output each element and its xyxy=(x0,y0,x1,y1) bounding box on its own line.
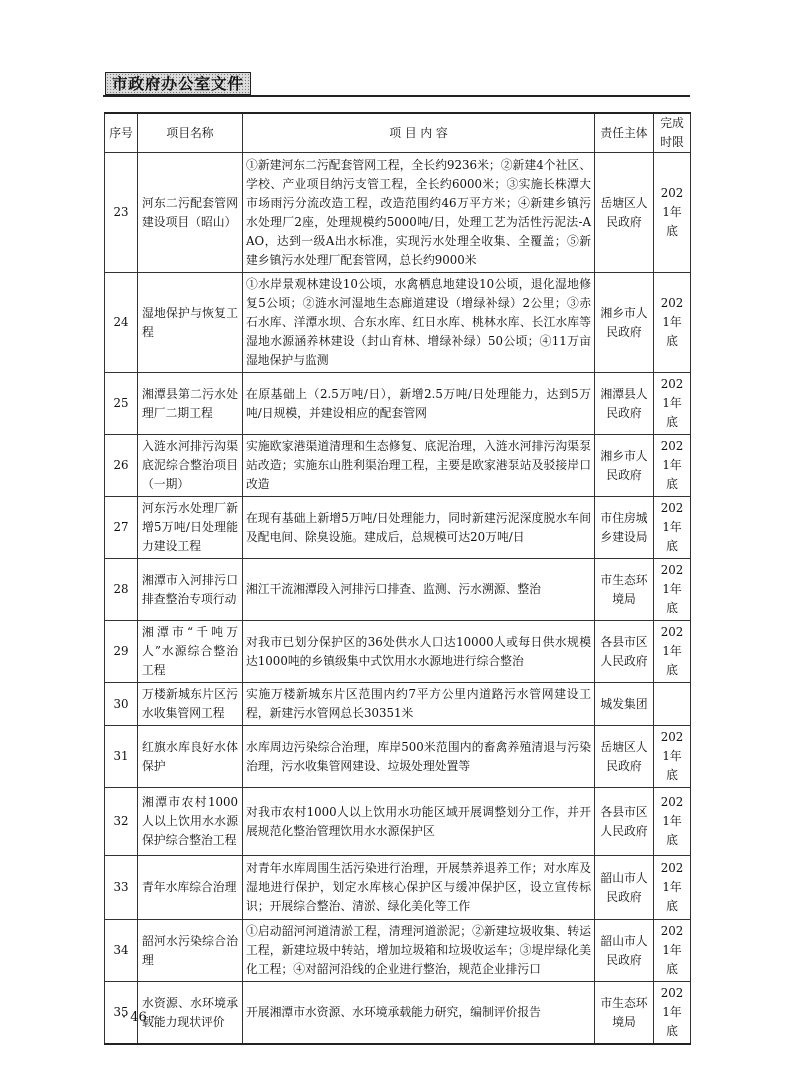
row-number: 32 xyxy=(105,788,138,856)
table-row xyxy=(105,273,691,373)
deadline: 2021年底 xyxy=(654,153,691,273)
column-header-owner: 责任主体 xyxy=(595,113,654,153)
header-rule xyxy=(103,95,690,97)
responsible-party: 韶山市人民政府 xyxy=(595,920,654,982)
deadline: 2021年底 xyxy=(654,982,691,1045)
deadline: 2021年底 xyxy=(654,273,691,373)
project-content: ①水岸景观林建设10公顷，水禽栖息地建设10公顷，退化湿地修复5公顷；②涟水河湿地生态廊道建设（增绿补绿）2公里；③赤石水库、洋潭水坝、合东水库、红日水库、桃林水库、长江水库等湿地水源涵养林建设（封山育林、增绿补绿）50公顷；④11万亩湿地保护与监测 xyxy=(243,273,595,373)
project-name: 河东污水处理厂新增5万吨/日处理能力建设工程 xyxy=(138,497,243,559)
row-number: 25 xyxy=(105,373,138,435)
table-header-row xyxy=(105,113,691,153)
table-row xyxy=(105,373,691,435)
row-number: 29 xyxy=(105,621,138,683)
responsible-party: 湘乡市人民政府 xyxy=(595,435,654,497)
row-number: 30 xyxy=(105,683,138,726)
row-number: 31 xyxy=(105,726,138,788)
responsible-party: 市生态环境局 xyxy=(595,559,654,621)
deadline: 2021年底 xyxy=(654,856,691,920)
deadline xyxy=(654,683,691,726)
deadline: 2021年底 xyxy=(654,621,691,683)
column-header-content: 项 目 内 容 xyxy=(243,113,595,153)
project-name: 入涟水河排污沟渠底泥综合整治项目（一期） xyxy=(138,435,243,497)
responsible-party: 市住房城乡建设局 xyxy=(595,497,654,559)
project-name: 湘潭市入河排污口排查整治专项行动 xyxy=(138,559,243,621)
table-row xyxy=(105,788,691,856)
table-row xyxy=(105,856,691,920)
project-content: 水库周边污染综合治理，库岸500米范围内的畜禽养殖清退与污染治理，污水收集管网建设、垃圾处理处置等 xyxy=(243,726,595,788)
table-row xyxy=(105,559,691,621)
project-name: 湿地保护与恢复工程 xyxy=(138,273,243,373)
project-content: 开展湘潭市水资源、水环境承载能力研究，编制评价报告 xyxy=(243,982,595,1045)
table-row xyxy=(105,683,691,726)
table-row xyxy=(105,153,691,273)
responsible-party: 各县市区人民政府 xyxy=(595,788,654,856)
document-header xyxy=(103,72,690,98)
table-row xyxy=(105,726,691,788)
project-name: 湘潭市“千吨万人”水源综合整治工程 xyxy=(138,621,243,683)
project-table xyxy=(104,112,691,1045)
column-header-name: 项目名称 xyxy=(138,113,243,153)
project-content: ①新建河东二污配套管网工程，全长约9236米；②新建4个社区、学校、产业项目纳污支管工程，全长约6000米；③实施长株潭大市场雨污分流改造工程，改造范围约46万平方米；④新建乡镇污水处理厂2座，处理规模约5000吨/日，处理工艺为活性污泥法-AAO，达到一级A出水标准，实现污水处理全收集、全覆盖；⑤新建乡镇污水处理厂配套管网，总长约9000米 xyxy=(243,153,595,273)
project-name: 青年水库综合治理 xyxy=(138,856,243,920)
deadline: 2021年底 xyxy=(654,920,691,982)
deadline: 2021年底 xyxy=(654,559,691,621)
responsible-party: 岳塘区人民政府 xyxy=(595,153,654,273)
table-row xyxy=(105,621,691,683)
project-content: 对我市已划分保护区的36处供水人口达10000人或每日供水规模达1000吨的乡镇级集中式饮用水水源地进行综合整治 xyxy=(243,621,595,683)
responsible-party: 城发集团 xyxy=(595,683,654,726)
project-content: 湘江干流湘潭段入河排污口排查、监测、污水溯源、整治 xyxy=(243,559,595,621)
row-number: 24 xyxy=(105,273,138,373)
project-name: 红旗水库良好水体保护 xyxy=(138,726,243,788)
column-header-deadline: 完成时限 xyxy=(654,113,691,153)
table-row xyxy=(105,920,691,982)
table-row xyxy=(105,982,691,1045)
row-number: 27 xyxy=(105,497,138,559)
project-content: 在原基础上（2.5万吨/日），新增2.5万吨/日处理能力，达到5万吨/日规模，并建设相应的配套管网 xyxy=(243,373,595,435)
project-name: 湘潭县第二污水处理厂二期工程 xyxy=(138,373,243,435)
deadline: 2021年底 xyxy=(654,726,691,788)
row-number: 34 xyxy=(105,920,138,982)
header-title: 市政府办公室文件 xyxy=(105,72,251,95)
deadline: 2021年底 xyxy=(654,497,691,559)
row-number: 28 xyxy=(105,559,138,621)
project-content: ①启动韶河河道清淤工程，清理河道淤泥；②新建垃圾收集、转运工程，新建垃圾中转站，增加垃圾箱和垃圾收运车；③堤岸绿化美化工程；④对韶河沿线的企业进行整治，规范企业排污口 xyxy=(243,920,595,982)
project-name: 湘潭市农村1000人以上饮用水水源保护综合整治工程 xyxy=(138,788,243,856)
responsible-party: 市生态环境局 xyxy=(595,982,654,1045)
deadline: 2021年底 xyxy=(654,788,691,856)
table-row xyxy=(105,435,691,497)
project-name: 韶河水污染综合治理 xyxy=(138,920,243,982)
project-name: 水资源、水环境承载能力现状评价 xyxy=(138,982,243,1045)
table-row xyxy=(105,497,691,559)
responsible-party: 岳塘区人民政府 xyxy=(595,726,654,788)
page-number: · 46 · xyxy=(122,1010,156,1025)
project-content: 实施万楼新城东片区范围内约7平方公里内道路污水管网建设工程，新建污水管网总长30351米 xyxy=(243,683,595,726)
deadline: 2021年底 xyxy=(654,435,691,497)
project-content: 对青年水库周围生活污染进行治理，开展禁养退养工作；对水库及湿地进行保护，划定水库核心保护区与缓冲保护区，设立宣传标识；开展综合整治、清淤、绿化美化等工作 xyxy=(243,856,595,920)
project-content: 在现有基础上新增5万吨/日处理能力，同时新建污泥深度脱水车间及配电间、除臭设施。建成后，总规模可达20万吨/日 xyxy=(243,497,595,559)
deadline: 2021年底 xyxy=(654,373,691,435)
column-header-no: 序号 xyxy=(105,113,138,153)
row-number: 26 xyxy=(105,435,138,497)
row-number: 23 xyxy=(105,153,138,273)
responsible-party: 湘乡市人民政府 xyxy=(595,273,654,373)
responsible-party: 湘潭县人民政府 xyxy=(595,373,654,435)
project-name: 河东二污配套管网建设项目（昭山） xyxy=(138,153,243,273)
responsible-party: 各县市区人民政府 xyxy=(595,621,654,683)
project-content: 对我市农村1000人以上饮用水功能区域开展调整划分工作，并开展规范化整治管理饮用水水源保护区 xyxy=(243,788,595,856)
responsible-party: 韶山市人民政府 xyxy=(595,856,654,920)
project-name: 万楼新城东片区污水收集管网工程 xyxy=(138,683,243,726)
row-number: 35 xyxy=(105,982,138,1045)
project-content: 实施欧家港渠道清理和生态修复、底泥治理，入涟水河排污沟渠泵站改造；实施东山胜利渠治理工程，主要是欧家港泵站及驳接岸口改造 xyxy=(243,435,595,497)
row-number: 33 xyxy=(105,856,138,920)
